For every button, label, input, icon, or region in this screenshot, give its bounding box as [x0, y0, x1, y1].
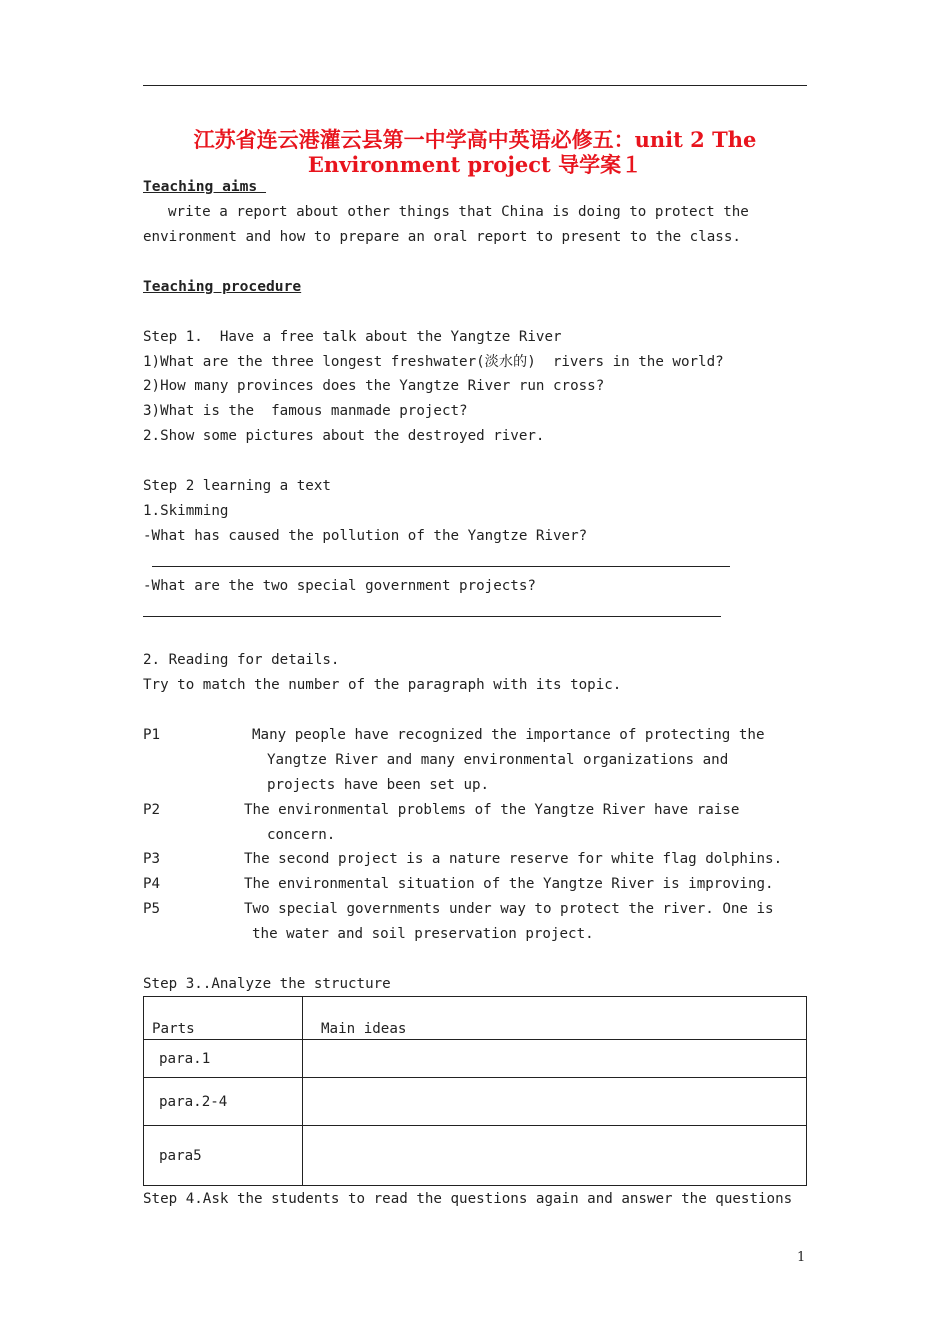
paragraph-label-p1: P1 — [143, 727, 161, 743]
paragraph-label-p5: P5 — [143, 901, 161, 917]
step4-heading: Step 4.Ask the students to read the questions again and answer the questions — [143, 1191, 793, 1207]
page-number: 1 — [797, 1250, 806, 1265]
topic-text: projects have been set up. — [267, 777, 490, 793]
topic-text: Many people have recognized the importance of protecting the — [252, 727, 765, 743]
step3-heading: Step 3..Analyze the structure — [143, 976, 391, 992]
table-row — [144, 1078, 807, 1126]
table-cell-part: para5 — [144, 1126, 303, 1186]
step1-heading: Step 1. Have a free talk about the Yangtze River — [143, 329, 562, 345]
teaching-aims-text-1: write a report about other things that China is doing to protect the — [168, 204, 749, 220]
answer-blank-1[interactable] — [152, 566, 730, 567]
topic-text: The second project is a nature reserve for white flag dolphins. — [244, 851, 783, 867]
topic-text: Yangtze River and many environmental organizations and — [267, 752, 729, 768]
document-title-line-2: Environment project 导学案１ — [307, 152, 643, 177]
topic-text: The environmental problems of the Yangtze River have raise — [244, 802, 740, 818]
step2-question-1: -What has caused the pollution of the Yangtze River? — [143, 528, 588, 544]
teaching-procedure-heading: Teaching procedure — [143, 278, 302, 295]
paragraph-label-p2: P2 — [143, 802, 161, 818]
step1-question-1: 1)What are the three longest freshwater(淡水的) rivers in the world? — [143, 354, 724, 370]
structure-table — [143, 996, 807, 1186]
topic-text: The environmental situation of the Yangtze River is improving. — [244, 876, 774, 892]
table-cell-main-idea[interactable] — [303, 1040, 807, 1078]
table-cell-part: para.1 — [144, 1040, 303, 1078]
reading-details-heading: 2. Reading for details. — [143, 652, 340, 668]
table-header-cell: Main ideas — [303, 997, 807, 1040]
step2-skimming: 1.Skimming — [143, 503, 229, 519]
topic-text: concern. — [267, 827, 336, 843]
header-rule — [143, 85, 807, 86]
teaching-aims-heading: Teaching aims — [143, 178, 267, 195]
table-header-row — [144, 997, 807, 1040]
teaching-aims-text-2: environment and how to prepare an oral report to present to the class. — [143, 229, 741, 245]
step1-question-3: 3)What is the famous manmade project? — [143, 403, 468, 419]
answer-blank-2[interactable] — [143, 616, 721, 617]
step2-question-2: -What are the two special government projects? — [143, 578, 536, 594]
step2-heading: Step 2 learning a text — [143, 478, 331, 494]
paragraph-label-p4: P4 — [143, 876, 161, 892]
table-header-cell: Parts — [144, 997, 303, 1040]
step1-question-2: 2)How many provinces does the Yangtze River run cross? — [143, 378, 605, 394]
table-row — [144, 1040, 807, 1078]
topic-text: Two special governments under way to protect the river. One is — [244, 901, 774, 917]
table-cell-main-idea[interactable] — [303, 1078, 807, 1126]
topic-text: the water and soil preservation project. — [252, 926, 594, 942]
matching-instruction: Try to match the number of the paragraph with its topic. — [143, 677, 622, 693]
step1-item-pictures: 2.Show some pictures about the destroyed river. — [143, 428, 545, 444]
document-title-line-1: 江苏省连云港灌云县第一中学高中英语必修五：unit 2 The — [193, 127, 757, 152]
table-row — [144, 1126, 807, 1186]
table-cell-main-idea[interactable] — [303, 1126, 807, 1186]
table-cell-part: para.2-4 — [144, 1078, 303, 1126]
paragraph-label-p3: P3 — [143, 851, 161, 867]
